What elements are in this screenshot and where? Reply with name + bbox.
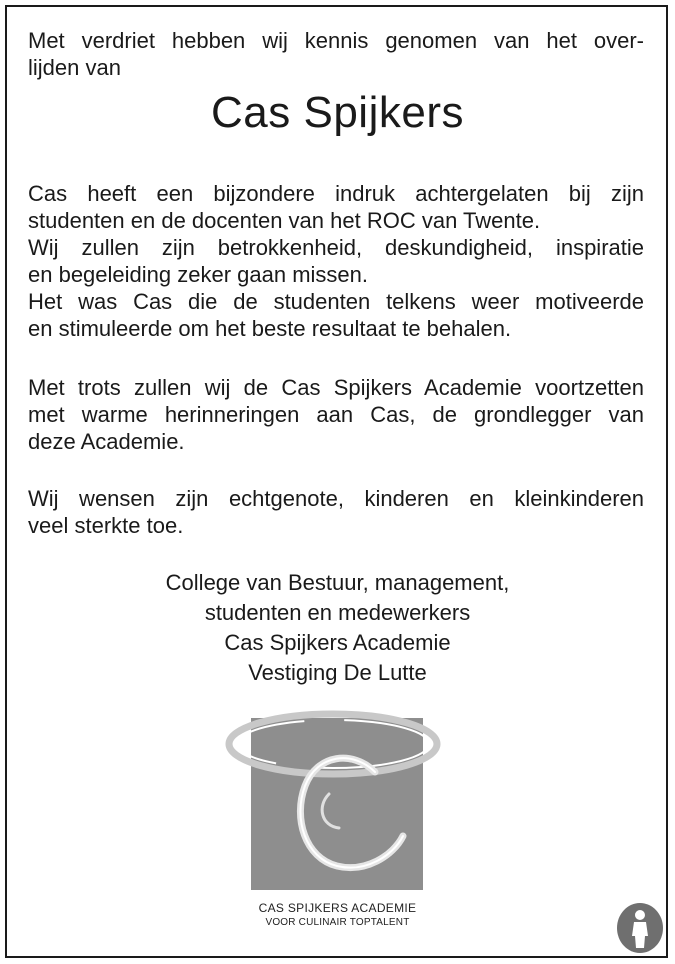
intro-line-1: Met verdriet hebben wij kennis genomen van het over- (28, 28, 644, 53)
signature-block (100, 568, 575, 688)
academy-logo-icon (225, 698, 455, 893)
intro-line-2: lijden van (28, 55, 121, 80)
paragraph-line: Met trots zullen wij de Cas Spijkers Academie voortzetten (28, 375, 644, 400)
paragraph-line: en begeleiding zeker gaan missen. (28, 262, 369, 287)
paragraph-line: met warme herinneringen aan Cas, de grondlegger van (28, 402, 644, 427)
deceased-name: Cas Spijkers (211, 88, 464, 137)
logo-caption (200, 900, 475, 930)
signature-line: Vestiging De Lutte (248, 660, 427, 685)
signature-line: College van Bestuur, management, (165, 570, 510, 595)
intro-text (28, 27, 644, 81)
tribute-paragraph-1 (28, 180, 644, 342)
signature-line: Cas Spijkers Academie (224, 630, 451, 655)
logo-caption-line-2: VOOR CULINAIR TOPTALENT (265, 917, 410, 928)
memorial-figure-icon (616, 902, 664, 954)
paragraph-line: veel sterkte toe. (28, 513, 184, 538)
paragraph-line: Wij zullen zijn betrokkenheid, deskundigheid, inspiratie (28, 235, 644, 260)
paragraph-line: Het was Cas die de studenten telkens weer motiveerde (28, 289, 644, 314)
tribute-paragraph-3 (28, 485, 644, 539)
tribute-paragraph-2 (28, 374, 644, 455)
paragraph-line: en stimuleerde om het beste resultaat te behalen. (28, 316, 512, 341)
signature-line: studenten en medewerkers (204, 600, 471, 625)
paragraph-line: Cas heeft een bijzondere indruk achtergelaten bij zijn (28, 181, 644, 206)
paragraph-line: studenten en de docenten van het ROC van Twente. (28, 208, 541, 233)
paragraph-line: Wij wensen zijn echtgenote, kinderen en kleinkinderen (28, 486, 644, 511)
logo-caption-line-1: CAS SPIJKERS ACADEMIE (258, 901, 417, 915)
paragraph-line: deze Academie. (28, 429, 185, 454)
